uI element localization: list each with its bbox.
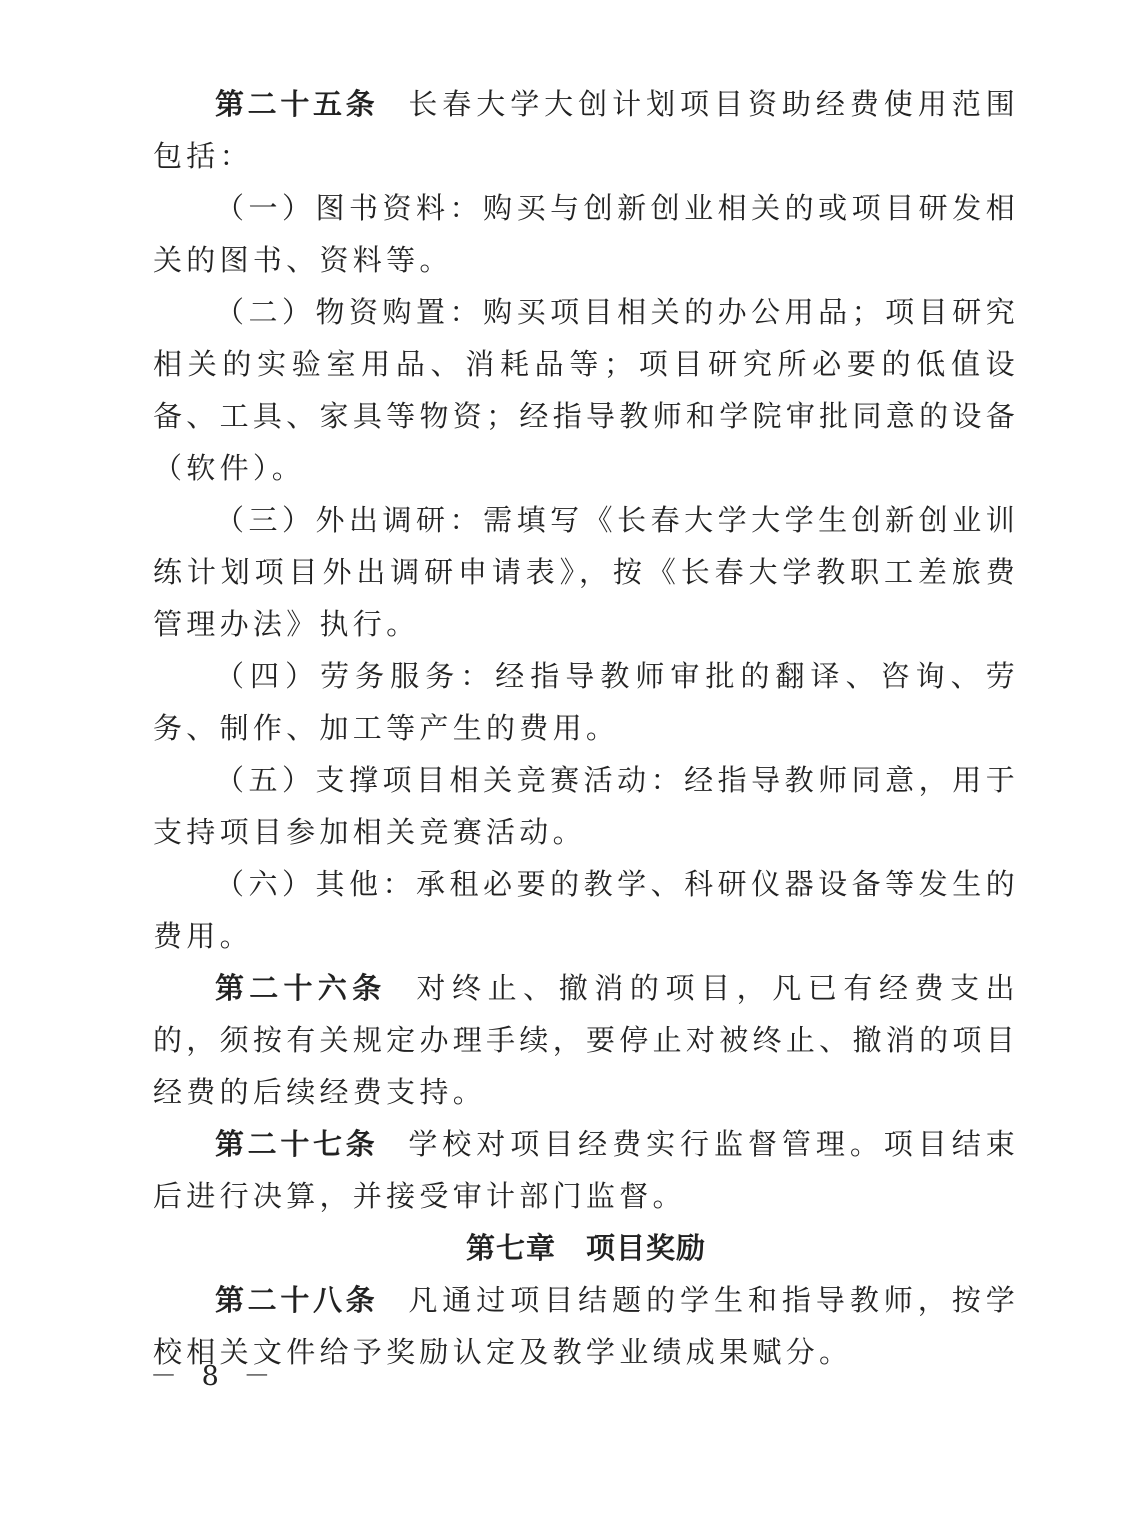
- article-label: 第二十五条: [215, 87, 379, 121]
- article-label: 第二十八条: [215, 1283, 379, 1317]
- article-25: [153, 78, 1019, 182]
- article-26: [153, 962, 1019, 1118]
- list-item-5: （五）支撑项目相关竞赛活动：经指导教师同意，用于支持项目参加相关竞赛活动。: [153, 763, 1019, 849]
- list-item-6: （六）其他：承租必要的教学、科研仪器设备等发生的费用。: [153, 867, 1019, 953]
- article-text: 长春大学大创计划项目资助经费使用范围包括：: [153, 87, 1019, 173]
- document-body: [153, 78, 1019, 1378]
- list-item-1: （一）图书资料：购买与创新创业相关的或项目研发相关的图书、资料等。: [153, 191, 1019, 277]
- article-27: [153, 1118, 1019, 1222]
- article-28: [153, 1274, 1019, 1378]
- list-item-3: （三）外出调研：需填写《长春大学大学生创新创业训练计划项目外出调研申请表》，按《长春大学教职工差旅费管理办法》执行。: [153, 503, 1019, 641]
- list-item-2: （二）物资购置：购买项目相关的办公用品；项目研究相关的实验室用品、消耗品等；项目研究所必要的低值设备、工具、家具等物资；经指导教师和学院审批同意的设备（软件）。: [153, 295, 1019, 485]
- article-text: 对终止、撤消的项目，凡已有经费支出的，须按有关规定办理手续，要停止对被终止、撤消的项目经费的后续经费支持。: [153, 971, 1019, 1109]
- page-number: － 8 －: [150, 1361, 279, 1392]
- chapter-number: 第七章: [465, 1231, 556, 1265]
- list-item-4: （四）劳务服务：经指导教师审批的翻译、咨询、劳务、制作、加工等产生的费用。: [153, 659, 1019, 745]
- chapter-heading: [153, 1222, 1019, 1274]
- article-label: 第二十七条: [215, 1127, 379, 1161]
- chapter-title: 项目奖励: [586, 1231, 707, 1265]
- article-label: 第二十六条: [215, 971, 387, 1005]
- article-text: 凡通过项目结题的学生和指导教师，按学校相关文件给予奖励认定及教学业绩成果赋分。: [153, 1283, 1019, 1369]
- article-text: 学校对项目经费实行监督管理。项目结束后进行决算，并接受审计部门监督。: [153, 1127, 1019, 1213]
